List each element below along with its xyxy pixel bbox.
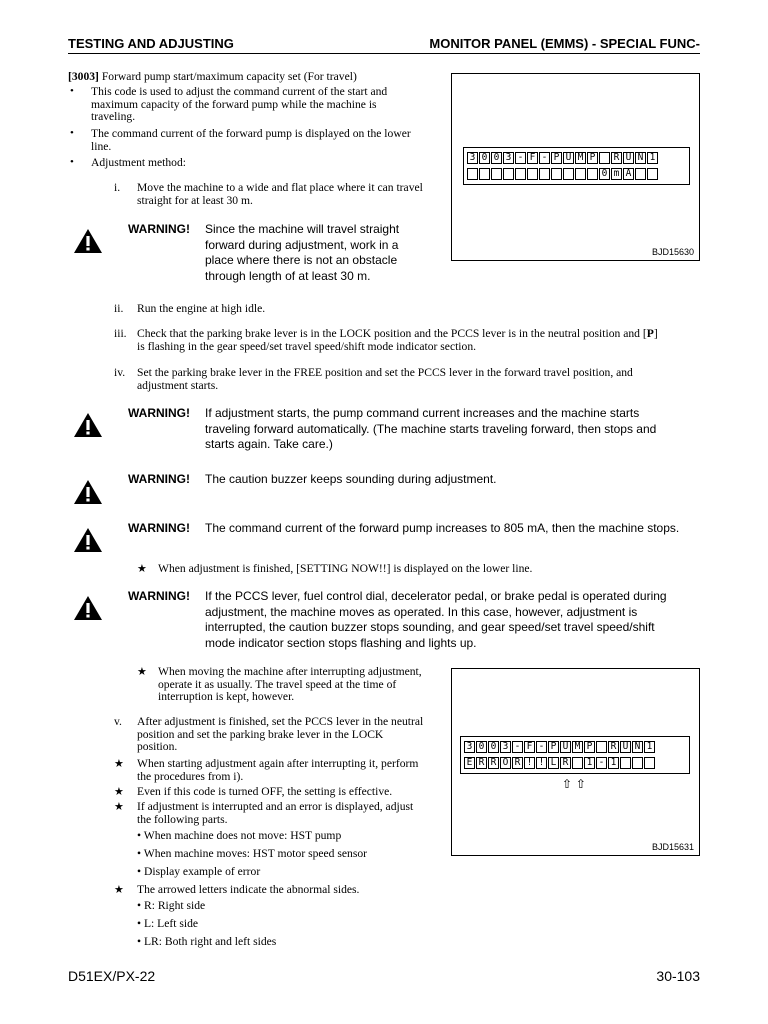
note-setting-effective: Even if this code is turned OFF, the setting is effective. bbox=[137, 785, 393, 798]
lcd-cell: 3 bbox=[503, 152, 514, 164]
figure-code: BJD15630 bbox=[651, 247, 694, 257]
warning-triangle-icon bbox=[73, 595, 103, 621]
intro-title bbox=[68, 71, 357, 84]
lcd-cell: 1 bbox=[647, 152, 658, 164]
lcd-cell: 1 bbox=[584, 757, 595, 769]
step-i-text bbox=[137, 182, 423, 207]
lcd-cell: M bbox=[575, 152, 586, 164]
lcd-cell bbox=[572, 757, 583, 769]
intro-bullet-3: Adjustment method: bbox=[91, 156, 186, 169]
footer-model: D51EX/PX-22 bbox=[68, 968, 156, 984]
lcd-cell bbox=[647, 168, 658, 180]
lcd-cell: U bbox=[620, 741, 631, 753]
intro-bullet-1-line2: maximum capacity of the forward pump while the machine is bbox=[91, 97, 377, 111]
list-item-text: When machine moves: HST motor speed sensor bbox=[143, 847, 367, 860]
lcd-cell bbox=[479, 168, 490, 180]
step-i-line2: straight for at least 30 m. bbox=[137, 193, 253, 207]
lcd-cell: - bbox=[596, 757, 607, 769]
note-restart-line2: the procedures from i). bbox=[137, 769, 244, 783]
lcd-cell: 3 bbox=[464, 741, 475, 753]
intro-bullet-1-line3: traveling. bbox=[91, 110, 136, 124]
lcd-cell: A bbox=[623, 168, 634, 180]
list-item: • LR: Both right and left sides bbox=[137, 935, 277, 948]
note-moving-line2: operate it as usually. The travel speed at the time of bbox=[158, 677, 397, 691]
list-item: • Display example of error bbox=[137, 865, 261, 878]
star-icon: ★ bbox=[114, 884, 124, 896]
list-item-text: When machine does not move: HST pump bbox=[143, 829, 342, 842]
lcd-cell bbox=[587, 168, 598, 180]
note-moving-machine bbox=[158, 666, 422, 704]
lcd-cell: 0 bbox=[479, 152, 490, 164]
lcd-cell bbox=[467, 168, 478, 180]
lcd-cell bbox=[551, 168, 562, 180]
list-item: • L: Left side bbox=[137, 917, 199, 930]
intro-bullet-2-line1: The command current of the forward pump is displayed on the lower bbox=[91, 127, 411, 140]
step-iii-line1-close: ] bbox=[653, 327, 658, 340]
list-item-text: L: Left side bbox=[143, 917, 199, 930]
lcd-cell bbox=[563, 168, 574, 180]
step-iii-text bbox=[137, 328, 658, 353]
intro-title-text: Forward pump start/maximum capacity set (For travel) bbox=[98, 70, 357, 83]
lcd-cell bbox=[575, 168, 586, 180]
note-error-line2: the following parts. bbox=[137, 812, 228, 826]
lcd-cell bbox=[596, 741, 607, 753]
step-iv-line2: adjustment starts. bbox=[137, 378, 219, 392]
lcd-row-2 bbox=[467, 168, 686, 180]
step-iii-line2: is flashing in the gear speed/set travel speed/shift mode indicator section. bbox=[137, 339, 477, 353]
error-parts-list bbox=[137, 830, 367, 884]
lcd-cell: R bbox=[608, 741, 619, 753]
list-item-text: LR: Both right and left sides bbox=[143, 935, 277, 948]
lcd-row-2 bbox=[464, 757, 686, 769]
bullet-mark: • bbox=[70, 156, 74, 168]
lcd-cell: L bbox=[548, 757, 559, 769]
warning-5-line1: If the PCCS lever, fuel control dial, decelerator pedal, or brake pedal is operated during bbox=[205, 589, 667, 603]
lcd-cell: 0 bbox=[476, 741, 487, 753]
list-item: • When machine moves: HST motor speed sensor bbox=[137, 847, 367, 860]
list-item-text: Display example of error bbox=[143, 865, 261, 878]
star-icon: ★ bbox=[114, 786, 124, 798]
lcd-cell: R bbox=[488, 757, 499, 769]
warning-5-line2: adjustment, the machine moves as operated. In this case, however, adjustment is bbox=[205, 604, 638, 619]
lcd-cell: F bbox=[527, 152, 538, 164]
warning-2-line1: If adjustment starts, the pump command current increases and the machine starts bbox=[205, 406, 640, 420]
note-error-line1: If adjustment is interrupted and an error is displayed, adjust bbox=[137, 800, 414, 813]
bullet-mark: • bbox=[70, 127, 74, 139]
lcd-cell: U bbox=[560, 741, 571, 753]
lcd-cell: U bbox=[623, 152, 634, 164]
warning-label: WARNING! bbox=[128, 521, 190, 535]
step-i-number: i. bbox=[114, 181, 121, 194]
intro-bullet-1 bbox=[91, 86, 387, 124]
step-v-text bbox=[137, 716, 423, 754]
lcd-cell: ! bbox=[524, 757, 535, 769]
lcd-cell: M bbox=[572, 741, 583, 753]
intro-bullet-1-line1: This code is used to adjust the command current of the start and bbox=[91, 85, 388, 98]
header-rule bbox=[68, 53, 700, 54]
lcd-cell: 1 bbox=[608, 757, 619, 769]
warning-3-text: The caution buzzer keeps sounding during adjustment. bbox=[205, 472, 497, 486]
bullet-mark: • bbox=[70, 85, 74, 97]
step-v-number: v. bbox=[114, 715, 122, 728]
parking-indicator-letter: P bbox=[646, 327, 654, 340]
star-icon: ★ bbox=[137, 666, 147, 678]
note-arrowed-letters: The arrowed letters indicate the abnormal sides. bbox=[137, 883, 360, 896]
note-restart bbox=[137, 758, 418, 783]
warning-5-line4: mode indicator section stops flashing and lights up. bbox=[205, 635, 477, 650]
lcd-panel bbox=[463, 147, 690, 185]
warning-1-line3: place where there is not an obstacle bbox=[205, 253, 398, 267]
lcd-cell bbox=[644, 757, 655, 769]
lcd-cell bbox=[620, 757, 631, 769]
intro-code: [3003] bbox=[68, 70, 99, 83]
lcd-cell: R bbox=[560, 757, 571, 769]
warning-triangle-icon bbox=[73, 228, 103, 254]
warning-2-line3: starts again. Take care.) bbox=[205, 437, 333, 451]
lcd-cell bbox=[503, 168, 514, 180]
lcd-cell: m bbox=[611, 168, 622, 180]
lcd-cell: P bbox=[551, 152, 562, 164]
warning-label: WARNING! bbox=[128, 472, 190, 486]
lcd-cell: - bbox=[515, 152, 526, 164]
list-item: • When machine does not move: HST pump bbox=[137, 829, 342, 842]
lcd-cell: P bbox=[548, 741, 559, 753]
warning-2-line2: traveling forward automatically. (The machine starts traveling forward, then stops and bbox=[205, 421, 657, 436]
lcd-cell bbox=[539, 168, 550, 180]
warning-4-text: The command current of the forward pump increases to 805 mA, then the machine stops. bbox=[205, 521, 680, 535]
lcd-cell: 1 bbox=[644, 741, 655, 753]
lcd-cell: 0 bbox=[488, 741, 499, 753]
lcd-cell: 3 bbox=[500, 741, 511, 753]
lcd-cell bbox=[599, 152, 610, 164]
lcd-row-1 bbox=[467, 152, 686, 164]
lcd-row-1 bbox=[464, 741, 686, 753]
note-restart-line1: When starting adjustment again after interrupting it, perform bbox=[137, 757, 419, 770]
star-icon: ★ bbox=[114, 801, 124, 813]
step-v-line3: position. bbox=[137, 740, 178, 754]
warning-5-text bbox=[205, 589, 667, 651]
warning-label: WARNING! bbox=[128, 589, 190, 603]
warning-1-line4: through length of at least 30 m. bbox=[205, 268, 371, 283]
warning-triangle-icon bbox=[73, 527, 103, 553]
warning-1-line2: forward during adjustment, work in a bbox=[205, 237, 399, 252]
list-item: • R: Right side bbox=[137, 899, 206, 912]
lcd-cell: - bbox=[512, 741, 523, 753]
figure-lcd-display-1 bbox=[451, 73, 700, 261]
step-ii-number: ii. bbox=[114, 302, 124, 315]
step-iii-number: iii. bbox=[114, 327, 127, 340]
header-chapter-title: MONITOR PANEL (EMMS) - SPECIAL FUNC- bbox=[429, 36, 700, 51]
note-moving-line1: When moving the machine after interrupting adjustment, bbox=[158, 665, 422, 678]
intro-bullet-2-line2: line. bbox=[91, 139, 112, 153]
arrow-up-icon: ⇧ ⇧ bbox=[562, 777, 586, 791]
lcd-cell: E bbox=[464, 757, 475, 769]
step-iv-text bbox=[137, 367, 633, 392]
footer-page-number: 30-103 bbox=[656, 968, 700, 984]
step-v-line1: After adjustment is finished, set the PCCS lever in the neutral bbox=[137, 715, 424, 728]
lcd-cell: O bbox=[500, 757, 511, 769]
figure-lcd-display-2 bbox=[451, 668, 700, 856]
warning-label: WARNING! bbox=[128, 222, 190, 236]
lcd-panel bbox=[460, 736, 690, 774]
lcd-cell bbox=[515, 168, 526, 180]
warning-1-line1: Since the machine will travel straight bbox=[205, 222, 400, 236]
lcd-cell: ! bbox=[536, 757, 547, 769]
lcd-cell bbox=[491, 168, 502, 180]
warning-label: WARNING! bbox=[128, 406, 190, 420]
step-ii-text: Run the engine at high idle. bbox=[137, 302, 266, 315]
lcd-cell: R bbox=[476, 757, 487, 769]
step-iv-number: iv. bbox=[114, 366, 126, 379]
lcd-cell bbox=[632, 757, 643, 769]
warning-2-text bbox=[205, 406, 656, 453]
lcd-cell: P bbox=[584, 741, 595, 753]
warning-triangle-icon bbox=[73, 479, 103, 505]
note-setting-now: When adjustment is finished, [SETTING NOW!!] is displayed on the lower line. bbox=[158, 562, 533, 575]
lcd-cell: F bbox=[524, 741, 535, 753]
lcd-cell: P bbox=[587, 152, 598, 164]
lcd-cell bbox=[527, 168, 538, 180]
step-iv-line1: Set the parking brake lever in the FREE position and set the PCCS lever in the forward travel position, and bbox=[137, 366, 633, 379]
lcd-cell: N bbox=[635, 152, 646, 164]
step-i-line1: Move the machine to a wide and flat place where it can travel bbox=[137, 181, 423, 194]
note-error-adjust bbox=[137, 801, 413, 826]
list-item-text: R: Right side bbox=[143, 899, 206, 912]
step-iii-line1 bbox=[137, 328, 658, 341]
star-icon: ★ bbox=[114, 758, 124, 770]
warning-triangle-icon bbox=[73, 412, 103, 438]
figure-code: BJD15631 bbox=[651, 842, 694, 852]
lcd-cell: 0 bbox=[599, 168, 610, 180]
intro-bullet-2 bbox=[91, 128, 411, 153]
note-moving-line3: interruption is kept, however. bbox=[158, 690, 295, 704]
star-icon: ★ bbox=[137, 563, 147, 575]
warning-5-line3: interrupted, the caution buzzer stops sounding, and gear speed/set travel speed/shift bbox=[205, 620, 655, 634]
lcd-cell: 0 bbox=[491, 152, 502, 164]
lcd-cell bbox=[635, 168, 646, 180]
warning-1-text bbox=[205, 222, 399, 284]
step-v-line2: position and set the parking brake lever in the LOCK bbox=[137, 727, 384, 741]
lcd-cell: N bbox=[632, 741, 643, 753]
lcd-cell: R bbox=[512, 757, 523, 769]
lcd-cell: - bbox=[536, 741, 547, 753]
lcd-cell: U bbox=[563, 152, 574, 164]
abnormal-sides-list bbox=[137, 900, 276, 954]
lcd-cell: R bbox=[611, 152, 622, 164]
header-section-title: TESTING AND ADJUSTING bbox=[68, 36, 234, 51]
lcd-cell: - bbox=[539, 152, 550, 164]
lcd-cell: 3 bbox=[467, 152, 478, 164]
step-iii-line1-text: Check that the parking brake lever is in the LOCK position and the PCCS lever is in the neutral position and [ bbox=[137, 327, 647, 340]
